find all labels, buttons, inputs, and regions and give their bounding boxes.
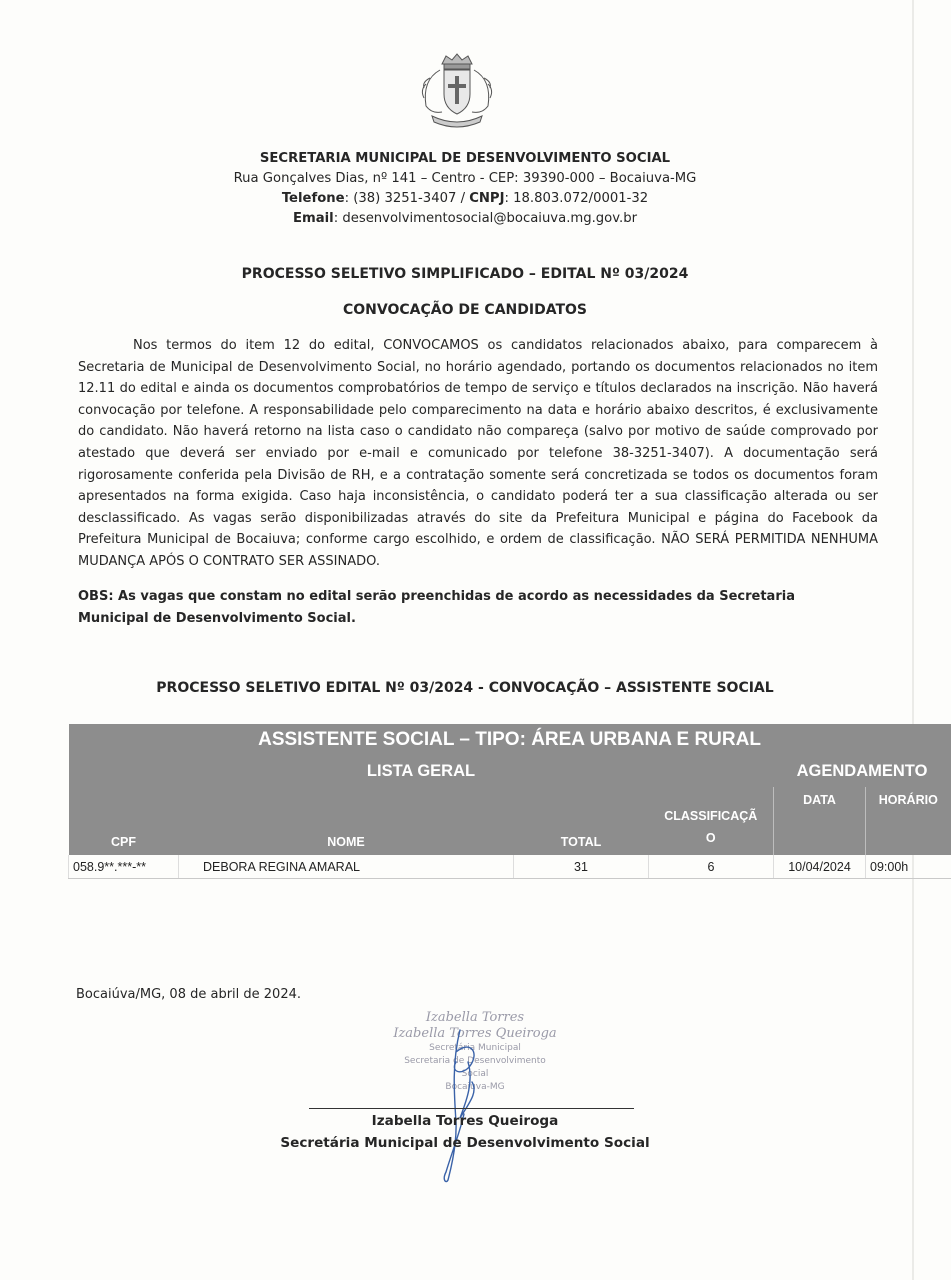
email-value: : desenvolvimentosocial@bocaiuva.mg.gov.br: [333, 211, 637, 226]
col-classificacao: [649, 787, 774, 855]
convocation-title: CONVOCAÇÃO DE CANDIDATOS: [343, 302, 587, 318]
phone-line: [0, 189, 930, 209]
cell-cpf: 058.9**.***-**: [69, 855, 179, 879]
col-horario: HORÁRIO: [866, 787, 951, 855]
group-agendamento: AGENDAMENTO: [774, 756, 951, 787]
signer-name: Izabella Torres Queiroga: [371, 1113, 559, 1129]
phone-label: Telefone: [281, 191, 345, 206]
cnpj-label: CNPJ: [469, 191, 505, 206]
col-classificacao-part2: O: [705, 831, 716, 845]
col-cpf: CPF: [69, 787, 179, 855]
col-nome: NOME: [179, 787, 514, 855]
stamp-line-2: Izabella Torres Queiroga: [393, 1026, 557, 1041]
col-classificacao-part1: CLASSIFICAÇÃ: [664, 809, 758, 823]
cnpj-value: : 18.803.072/0001-32: [504, 191, 649, 206]
table-row: [69, 855, 951, 879]
phone-value: : (38) 3251-3407 /: [344, 191, 470, 206]
stamp-line-5: Bocaiuva-MG: [445, 1082, 505, 1092]
stamp-line-1: Izabella Torres: [425, 1010, 525, 1025]
table-section-title: PROCESSO SELETIVO EDITAL Nº 03/2024 - CONVOCAÇÃO – ASSISTENTE SOCIAL: [156, 680, 774, 696]
cell-time: 09:00h: [866, 855, 951, 879]
cell-name: DEBORA REGINA AMARAL: [179, 855, 514, 879]
obs-note: OBS: As vagas que constam no edital serão preenchidas de acordo as necessidades da Secretaria Municipal de Desenvolvimento Social.: [78, 589, 795, 626]
process-title: PROCESSO SELETIVO SIMPLIFICADO – EDITAL Nº 03/2024: [241, 266, 689, 282]
handwritten-signature: [430, 1022, 490, 1187]
signature-line: [309, 1108, 634, 1109]
address: Rua Gonçalves Dias, nº 141 – Centro - CEP: 39390-000 – Bocaiuva-MG: [233, 171, 697, 186]
convocation-table: [68, 724, 951, 879]
signer-title: Secretária Municipal de Desenvolvimento Social: [280, 1135, 650, 1151]
stamp-line-3: Secretária Municipal: [429, 1043, 521, 1053]
stamp-line-4: Secretaria de Desenvolvimento Social: [404, 1056, 546, 1079]
group-lista-geral: LISTA GERAL: [69, 756, 774, 787]
body-paragraph: [78, 335, 878, 573]
col-total: TOTAL: [514, 787, 649, 855]
department-name: SECRETARIA MUNICIPAL DE DESENVOLVIMENTO SOCIAL: [259, 151, 671, 166]
body-paragraph-text: Nos termos do item 12 do edital, CONVOCAMOS os candidatos relacionados abaixo, para comparecem à Secretaria de Municipal de Desenvolvimento Social, no horário agendado, portando os documentos relacionados no item 12.11 do edital e ainda os documentos comprobatórios de tempo de serviço e títulos declarados na inscrição. Não haverá convocação por telefone. A responsabilidade pelo comparecimento na data e horário abaixo descritos, é exclusivamente do candidato. Não haverá retorno na lista caso o candidato não compareça (salvo por motivo de saúde comprovado por atestado que deverá ser enviado por e-mail e comunicado por telefone 38-3251-3407). A documentação será rigorosamente conferida pela Divisão de RH, e a contratação somente será concretizada se todos os documentos foram apresentados na forma exigida. Caso haja inconsistência, o candidato poderá ter a sua classificação alterada ou ser desclassificado. As vagas serão disponibilizadas através do site da Prefeitura Municipal e página do Facebook da Prefeitura Municipal de Bocaiuva; conforme cargo escolhido, e ordem de classificação. NÃO SERÁ PERMITIDA NENHUMA MUDANÇA APÓS O CONTRATO SER ASSINADO.: [78, 338, 878, 569]
col-data: DATA: [774, 787, 866, 855]
cell-total: 31: [514, 855, 649, 879]
coat-of-arms-icon: [412, 50, 502, 132]
email-label: Email: [293, 211, 334, 226]
place-and-date: Bocaiúva/MG, 08 de abril de 2024.: [76, 987, 302, 1002]
email-line: [0, 209, 930, 229]
cell-classification: 6: [649, 855, 774, 879]
cell-date: 10/04/2024: [774, 855, 866, 879]
table-main-header: ASSISTENTE SOCIAL – TIPO: ÁREA URBANA E RURAL: [69, 724, 951, 756]
